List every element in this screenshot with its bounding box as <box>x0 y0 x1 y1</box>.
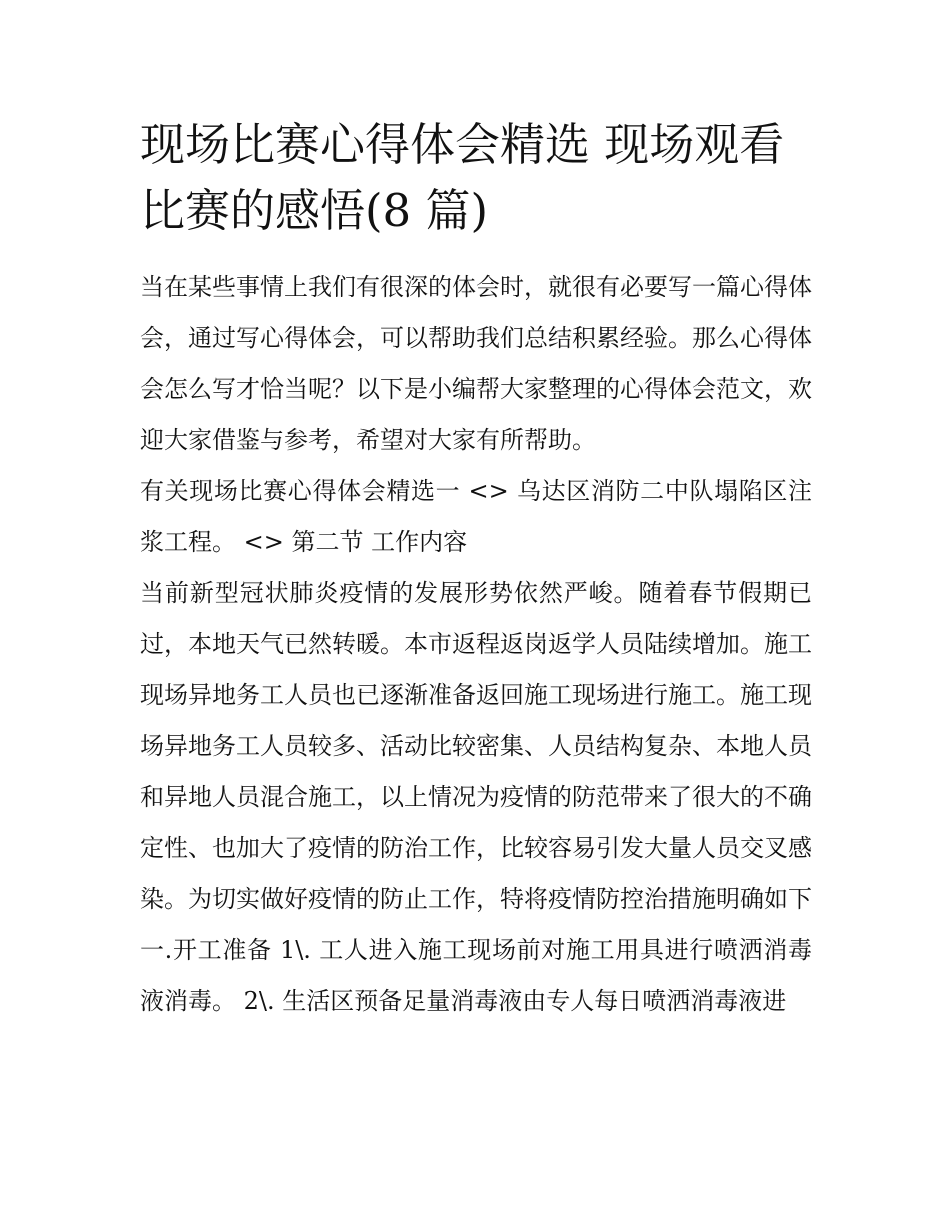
section-heading-paragraph: 有关现场比赛心得体会精选一 <> 乌达区消防二中队塌陷区注浆工程。 <> 第二节 工作内容 <box>140 477 812 556</box>
preparation-paragraph: 一.开工准备 1\. 工人进入施工现场前对施工用具进行喷洒消毒液消毒。 2\. 生活区预备足量消毒液由专人每日喷洒消毒液进 <box>140 936 812 1015</box>
document-page <box>140 112 812 1027</box>
document-title: 现场比赛心得体会精选 现场观看比赛的感悟(8 篇) <box>140 118 785 237</box>
intro-paragraph: 当在某些事情上我们有很深的体会时，就很有必要写一篇心得体会，通过写心得体会，可以帮助我们总结积累经验。那么心得体会怎么写才恰当呢？以下是小编帮大家整理的心得体会范文，欢迎大家借鉴与参考，希望对大家有所帮助。 <box>140 273 812 454</box>
epidemic-paragraph: 当前新型冠状肺炎疫情的发展形势依然严峻。随着春节假期已过，本地天气已然转暖。本市返程返岗返学人员陆续增加。施工现场异地务工人员也已逐渐准备返回施工现场进行施工。施工现场异地务工人员较多、活动比较密集、人员结构复杂、本地人员和异地人员混合施工，以上情况为疫情的防范带来了很大的不确定性、也加大了疫情的防治工作，比较容易引发大量人员交叉感染。为切实做好疫情的防止工作，特将疫情防控治措施明确如下 <box>140 579 812 913</box>
